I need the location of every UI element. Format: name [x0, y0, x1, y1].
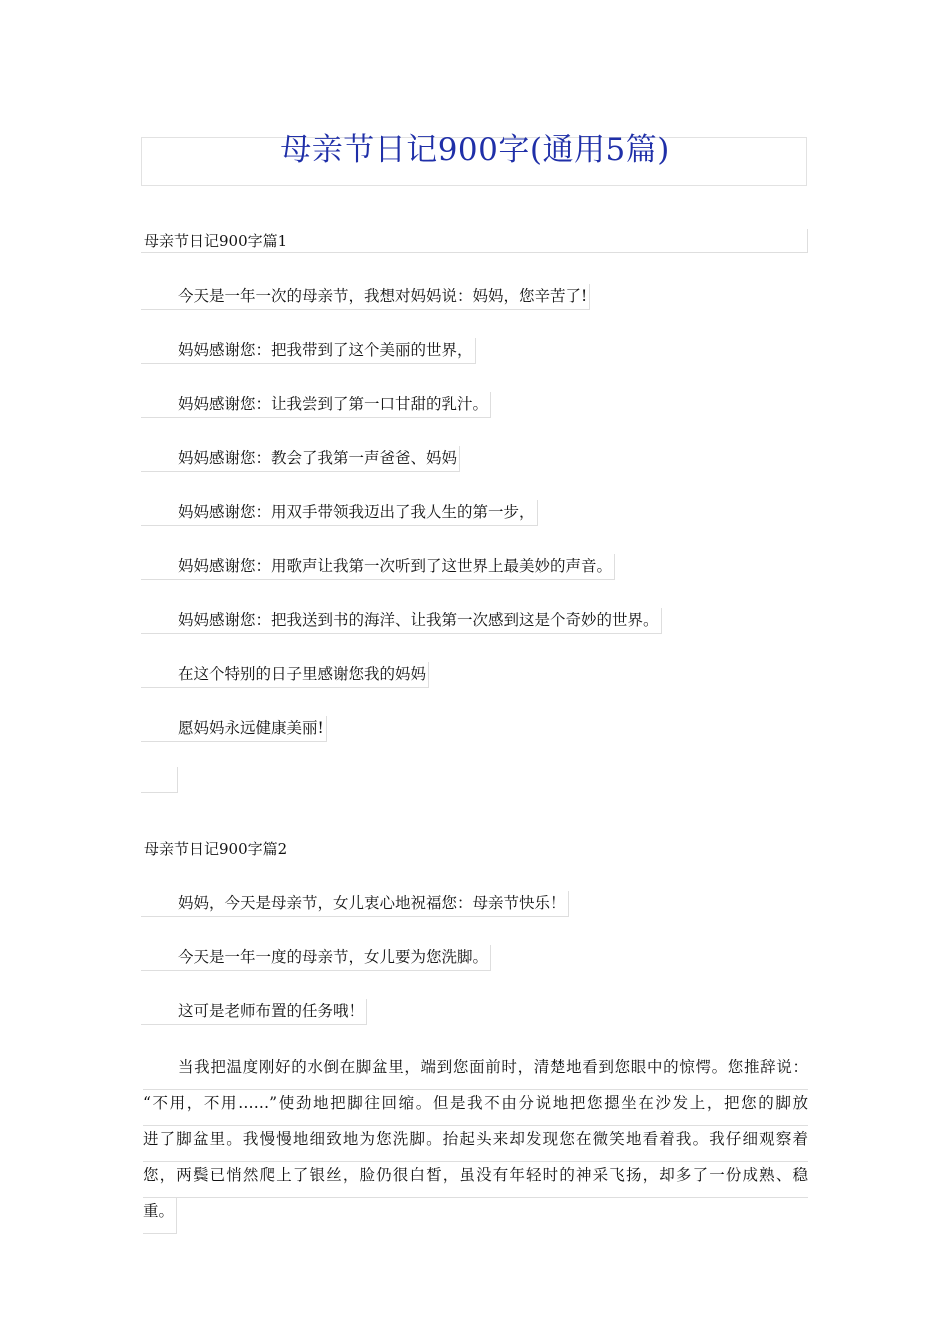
section1-paragraph: 在这个特别的日子里感谢您我的妈妈 [141, 662, 429, 688]
paragraph-line: 重。 [143, 1198, 177, 1234]
section-heading-2: 母亲节日记900字篇2 [144, 840, 288, 858]
section1-paragraph: 妈妈感谢您：教会了我第一声爸爸、妈妈 [141, 446, 460, 472]
paragraph-line: 您，两鬓已悄然爬上了银丝，脸仍很白皙，虽没有年轻时的神采飞扬，却多了一份成熟、稳 [143, 1162, 808, 1198]
section1-paragraph: 妈妈感谢您：用歌声让我第一次听到了这世界上最美妙的声音。 [141, 554, 615, 580]
section1-paragraph: 愿妈妈永远健康美丽! [141, 716, 327, 742]
paragraph-line: 进了脚盆里。我慢慢地细致地为您洗脚。抬起头来却发现您在微笑地看着我。我仔细观察着 [143, 1126, 808, 1162]
section2-long-paragraph [143, 1054, 808, 1234]
section1-paragraph: 妈妈感谢您：让我尝到了第一口甘甜的乳汁。 [141, 392, 491, 418]
section-heading-1: 母亲节日记900字篇1 [141, 229, 808, 253]
section2-paragraph: 妈妈，今天是母亲节，女儿衷心地祝福您：母亲节快乐！ [141, 891, 569, 917]
section2-paragraph: 今天是一年一度的母亲节，女儿要为您洗脚。 [141, 945, 491, 971]
section1-paragraph: 妈妈感谢您：把我带到了这个美丽的世界， [141, 338, 476, 364]
section1-paragraph: 妈妈感谢您：用双手带领我迈出了我人生的第一步， [141, 500, 538, 526]
empty-paragraph [141, 767, 178, 793]
paragraph-line: “不用，不用……”使劲地把脚往回缩。但是我不由分说地把您摁坐在沙发上，把您的脚放 [143, 1090, 808, 1126]
section1-paragraph: 今天是一年一次的母亲节，我想对妈妈说：妈妈，您辛苦了! [141, 284, 590, 310]
section1-paragraph: 妈妈感谢您：把我送到书的海洋、让我第一次感到这是个奇妙的世界。 [141, 608, 662, 634]
section2-paragraph: 这可是老师布置的任务哦！ [141, 999, 367, 1025]
paragraph-line: 当我把温度刚好的水倒在脚盆里，端到您面前时，清楚地看到您眼中的惊愕。您推辞说： [143, 1054, 808, 1090]
document-title: 母亲节日记900字(通用5篇) [280, 132, 670, 168]
